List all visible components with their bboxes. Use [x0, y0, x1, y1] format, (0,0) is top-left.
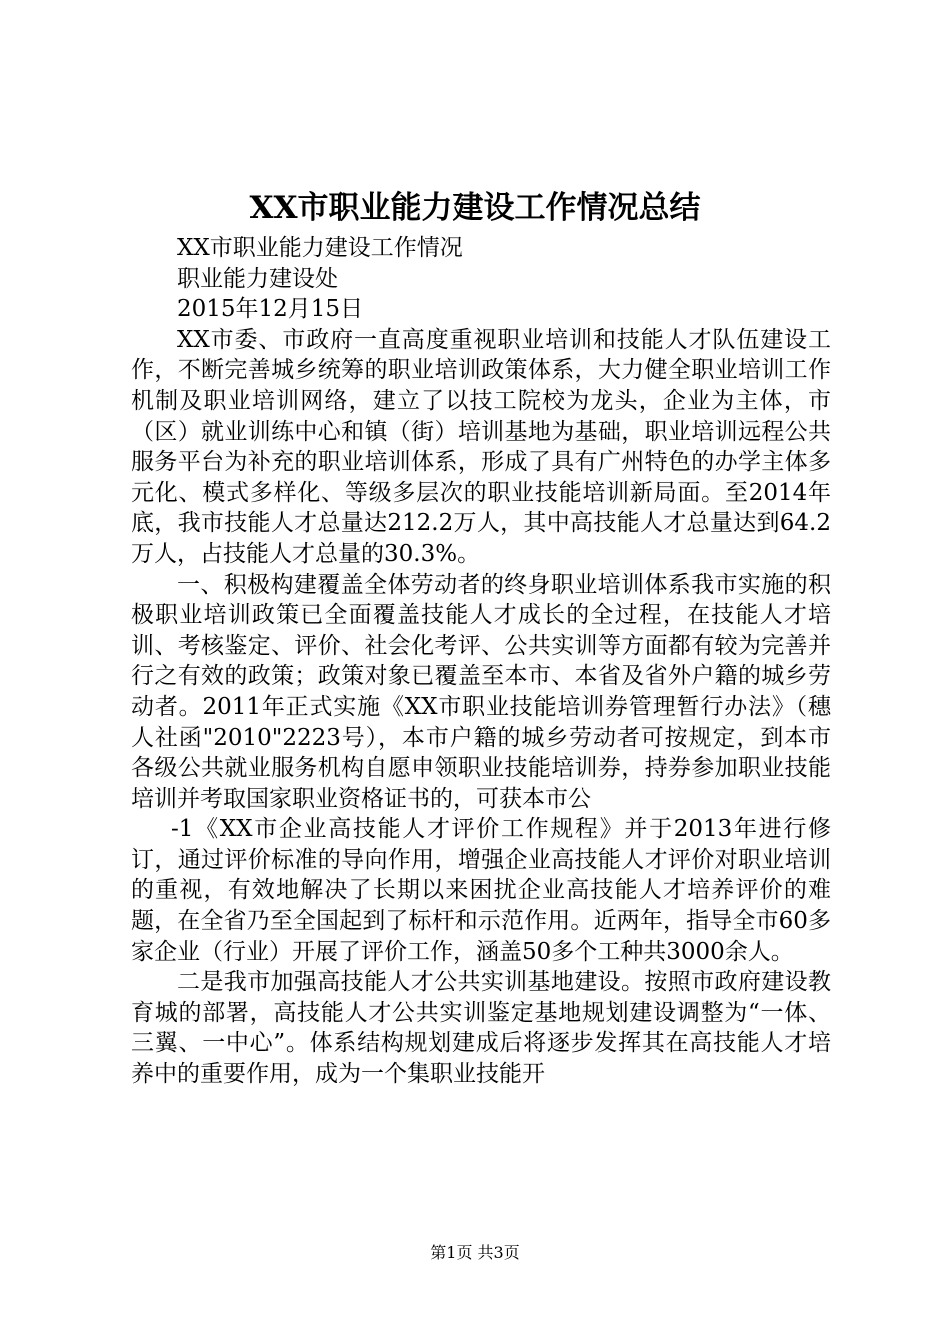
- document-body: [131, 233, 831, 1090]
- paragraph-intro: XX市委、市政府一直高度重视职业培训和技能人才队伍建设工作，不断完善城乡统筹的职业培训政策体系，大力健全职业培训工作机制及职业培训网络，建立了以技工院校为龙头，企业为主体，市（区）就业训练中心和镇（街）培训基地为基础，职业培训远程公共服务平台为补充的职业培训体系，形成了具有广州特色的办学主体多元化、模式多样化、等级多层次的职业技能培训新局面。至2014年底，我市技能人才总量达212.2万人，其中高技能人才总量达到64.2万人，占技能人才总量的30.3%。: [131, 326, 831, 567]
- paragraph-section-two: 二是我市加强高技能人才公共实训基地建设。按照市政府建设教育城的部署，高技能人才公共实训鉴定基地规划建设调整为“一体、三翼、一中心”。体系结构规划建成后将逐步发挥其在高技能人才培养中的重要作用，成为一个集职业技能开: [131, 969, 831, 1088]
- page-footer: 第1页 共3页: [430, 1243, 520, 1262]
- document-subtitle: XX市职业能力建设工作情况: [177, 235, 463, 261]
- document-department: 职业能力建设处: [177, 265, 338, 292]
- document-date: 2015年12月15日: [177, 296, 364, 323]
- document-title: XX市职业能力建设工作情况总结: [249, 190, 701, 226]
- paragraph-section-one: 一、积极构建覆盖全体劳动者的终身职业培训体系我市实施的积极职业培训政策已全面覆盖技能人才成长的全过程，在技能人才培训、考核鉴定、评价、社会化考评、公共实训等方面都有较为完善并行之有效的政策；政策对象已覆盖至本市、本省及省外户籍的城乡劳动者。2011年正式实施《XX市职业技能培训券管理暂行办法》（穗人社函"2010"2223号），本市户籍的城乡劳动者可按规定，到本市各级公共就业服务机构自愿申领职业技能培训券，持券参加职业技能培训并考取国家职业资格证书的，可获本市公: [131, 571, 831, 812]
- paragraph-evaluation-rules: -1《XX市企业高技能人才评价工作规程》并于2013年进行修订，通过评价标准的导向作用，增强企业高技能人才评价对职业培训的重视，有效地解决了长期以来困扰企业高技能人才培养评价的难题，在全省乃至全国起到了标杆和示范作用。近两年，指导全市60多家企业（行业）开展了评价工作，涵盖50多个工种共3000余人。: [131, 816, 831, 965]
